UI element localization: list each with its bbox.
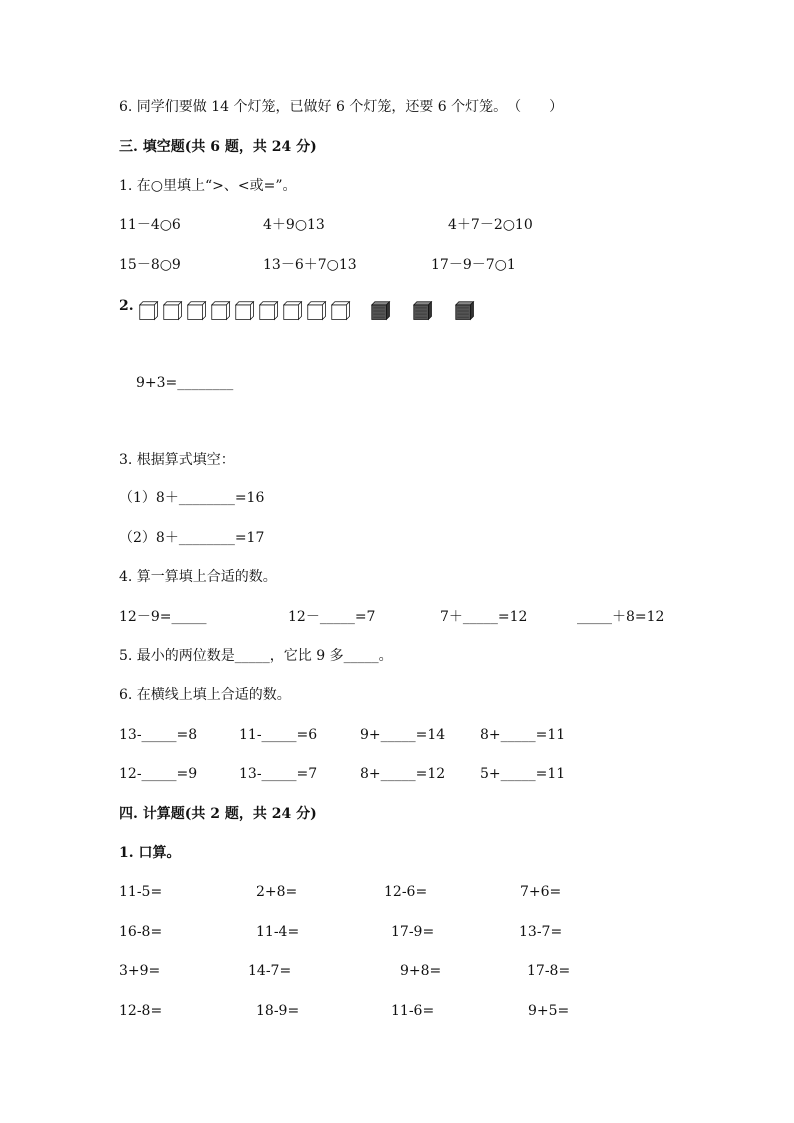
fill-1-title: 1. 在○里填上“>、<或=”。 <box>119 178 297 194</box>
fill-3-item: （2）8＋________=17 <box>119 530 265 546</box>
fill-6-item: 12-_____=9 <box>119 766 198 782</box>
oral-calc-item: 12-8= <box>119 1003 163 1019</box>
oral-calc-item: 11-4= <box>256 924 300 940</box>
cube-illustration <box>139 301 499 331</box>
oral-calc-item: 12-6= <box>384 884 428 900</box>
compare-item: 13－6＋7○13 <box>263 257 357 273</box>
fill-5-question: 5. 最小的两位数是_____，它比 9 多_____。 <box>119 648 393 664</box>
fill-2-equation: 9+3=________ <box>136 375 234 391</box>
fill-6-item: 11-_____=6 <box>239 727 318 743</box>
fill-4-item: 7＋_____=12 <box>440 609 528 625</box>
white-cube <box>163 301 183 321</box>
fill-3-title: 3. 根据算式填空： <box>119 452 235 468</box>
oral-calc-item: 2+8= <box>256 884 298 900</box>
oral-calc-item: 13-7= <box>519 924 563 940</box>
oral-calc-item: 17-9= <box>391 924 435 940</box>
dark-cube <box>413 301 433 321</box>
oral-calc-item: 9+5= <box>528 1003 570 1019</box>
white-cube <box>283 301 303 321</box>
fill-6-item: 13-_____=7 <box>239 766 318 782</box>
compare-item: 11－4○6 <box>119 217 181 233</box>
fill-4-item: _____＋8=12 <box>577 609 665 625</box>
oral-calc-item: 18-9= <box>256 1003 300 1019</box>
oral-calc-item: 9+8= <box>400 963 442 979</box>
calc-1-title: 1. 口算。 <box>119 845 181 861</box>
fill-6-item: 9+_____=14 <box>360 727 446 743</box>
oral-calc-item: 7+6= <box>520 884 562 900</box>
oral-calc-item: 17-8= <box>527 963 571 979</box>
oral-calc-item: 3+9= <box>119 963 161 979</box>
white-cube <box>259 301 279 321</box>
oral-calc-item: 11-6= <box>391 1003 435 1019</box>
compare-item: 4＋9○13 <box>263 217 325 233</box>
fill-6-title: 6. 在横线上填上合适的数。 <box>119 687 291 703</box>
white-cube <box>139 301 159 321</box>
section-4-title: 四. 计算题(共 2 题，共 24 分) <box>119 806 317 822</box>
compare-item: 17－9－7○1 <box>431 257 516 273</box>
oral-calc-item: 11-5= <box>119 884 163 900</box>
white-cube <box>331 301 351 321</box>
oral-calc-item: 14-7= <box>248 963 292 979</box>
dark-cube <box>455 301 475 321</box>
fill-6-item: 8+_____=12 <box>360 766 446 782</box>
fill-4-title: 4. 算一算填上合适的数。 <box>119 569 277 585</box>
white-cube <box>307 301 327 321</box>
fill-4-item: 12－9=_____ <box>119 609 207 625</box>
fill-4-item: 12－_____=7 <box>288 609 376 625</box>
white-cube <box>211 301 231 321</box>
fill-6-item: 13-_____=8 <box>119 727 198 743</box>
fill-2-number: 2. <box>119 298 134 314</box>
compare-item: 15－8○9 <box>119 257 181 273</box>
fill-3-item: （1）8＋________=16 <box>119 490 265 506</box>
oral-calc-item: 16-8= <box>119 924 163 940</box>
fill-6-item: 8+_____=11 <box>480 727 566 743</box>
white-cube <box>187 301 207 321</box>
section-3-title: 三. 填空题(共 6 题，共 24 分) <box>119 139 317 155</box>
compare-item: 4＋7－2○10 <box>448 217 533 233</box>
judge-question-6: 6. 同学们要做 14 个灯笼，已做好 6 个灯笼，还要 6 个灯笼。 （ ） <box>119 99 564 115</box>
dark-cube <box>371 301 391 321</box>
fill-6-item: 5+_____=11 <box>480 766 566 782</box>
white-cube <box>235 301 255 321</box>
